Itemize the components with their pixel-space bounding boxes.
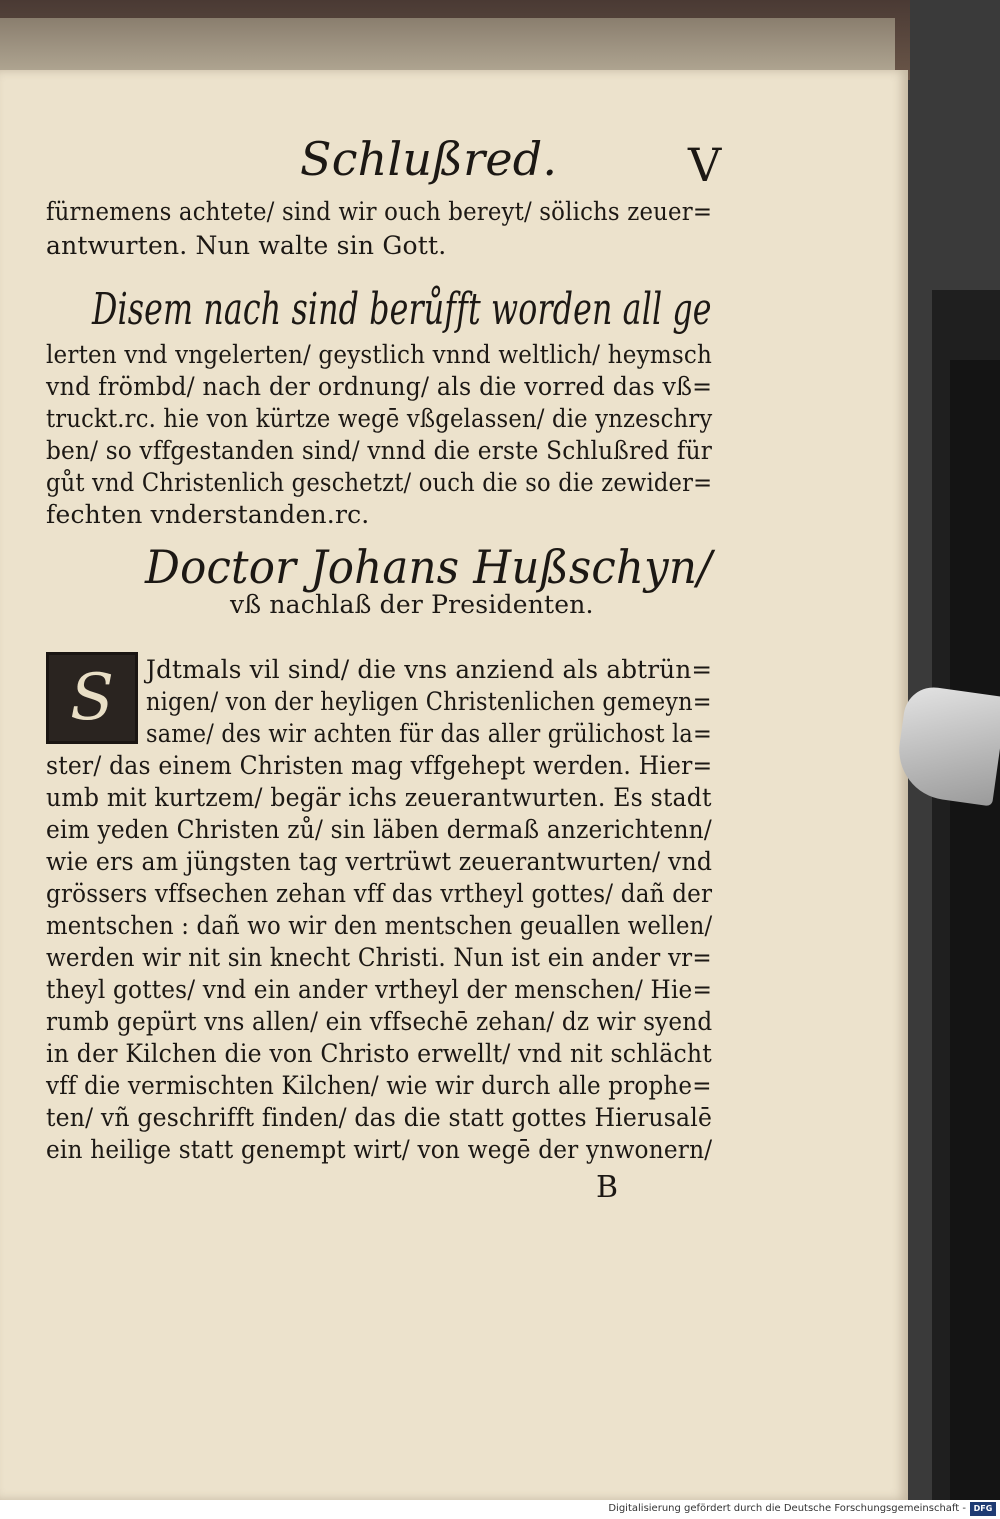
text-line: eim yeden Christen zů/ sin läben dermaß anzerichtenn/ xyxy=(46,815,712,844)
text-line: umb mit kurtzem/ begär ichs zeuerantwurten. Es stadt xyxy=(46,783,712,812)
text-line: grössers vffsechen zehan vff das vrtheyl gottes/ dañ der xyxy=(46,879,713,908)
text-line: werden wir nit sin knecht Christi. Nun ist ein ander vr= xyxy=(46,943,712,972)
text-line: in der Kilchen die von Christo erwellt/ vnd nit schlächt xyxy=(46,1039,712,1068)
section-title: Doctor Johans Hußschyn/ xyxy=(145,540,712,594)
text-line: vff die vermischten Kilchen/ wie wir durch alle prophe= xyxy=(46,1071,712,1100)
text-line: wie ers am jüngsten tag vertrüwt zeuerantwurten/ vnd xyxy=(46,847,713,876)
text-line: vnd frömbd/ nach der ordnung/ als die vorred das vß= xyxy=(46,372,713,401)
dfg-logo: DFG xyxy=(970,1502,996,1516)
text-line: fürnemens achtete/ sind wir ouch bereyt/ sölichs zeuer= xyxy=(46,197,713,226)
text-line: Jdtmals vil sind/ die vns anziend als abtrün= xyxy=(146,655,713,684)
text-line: mentschen : dañ wo wir den mentschen geuallen wellen/ xyxy=(46,911,713,940)
page-stack-edge xyxy=(0,18,895,76)
text-line: nigen/ von der heyligen Christenlichen gemeyn= xyxy=(146,687,712,716)
paragraph-opening-line: Disem nach sind berůfft worden all ge xyxy=(92,284,712,335)
folio-number: V xyxy=(688,138,722,192)
footer-bar xyxy=(0,1500,1000,1519)
decorated-initial: S xyxy=(46,652,138,744)
text-line: truckt.rc. hie von kürtze wegē vßgelassen/ die ynzeschry xyxy=(46,404,713,433)
text-line: gůt vnd Christenlich geschetzt/ ouch die so die zewider= xyxy=(46,468,713,497)
text-line: ein heilige statt genempt wirt/ von wegē der ynwonern/ xyxy=(46,1135,713,1164)
book-cover-inner xyxy=(950,360,1000,1500)
text-line: rumb gepürt vns allen/ ein vffsechē zehan/ dz wir syend xyxy=(46,1007,713,1036)
funding-credit: Digitalisierung gefördert durch die Deutsche Forschungsgemeinschaft - xyxy=(608,1503,966,1514)
text-line: ben/ so vffgestanden sind/ vnnd die erste Schlußred für xyxy=(46,436,713,465)
signature-mark: B xyxy=(596,1170,619,1205)
text-line: ten/ vñ geschrifft finden/ das die statt gottes Hierusalē xyxy=(46,1103,713,1132)
running-title: Schlußred. xyxy=(300,132,558,186)
text-line: antwurten. Nun walte sin Gott. xyxy=(46,231,447,260)
text-line: theyl gottes/ vnd ein ander vrtheyl der menschen/ Hie= xyxy=(46,975,713,1004)
section-subtitle: vß nachlaß der Presidenten. xyxy=(230,590,594,619)
text-line: same/ des wir achten für das aller grülichost la= xyxy=(146,719,712,748)
text-line: fechten vnderstanden.rc. xyxy=(46,500,370,529)
text-line: lerten vnd vngelerten/ geystlich vnnd weltlich/ heymsch xyxy=(46,340,713,369)
text-line: ster/ das einem Christen mag vffgehept werden. Hier= xyxy=(46,751,713,780)
